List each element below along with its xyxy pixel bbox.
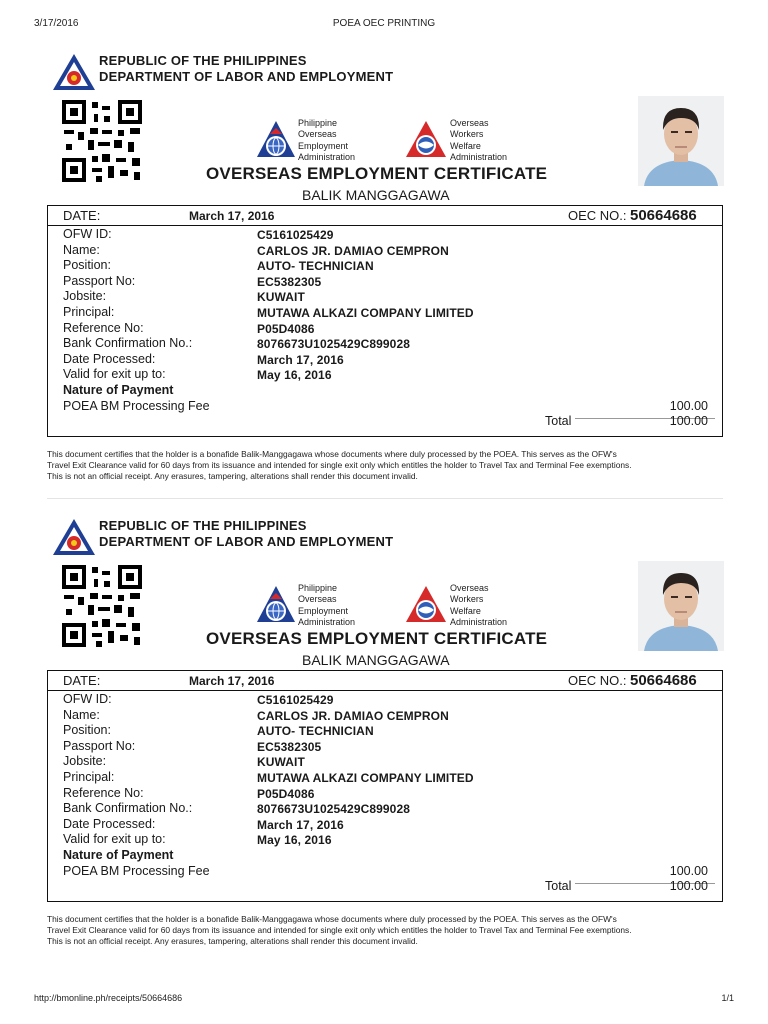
certificate-subtitle: BALIK MANGGAGAWA [302,652,450,668]
valid-until-value: May 16, 2016 [257,833,332,848]
fee-label: POEA BM Processing Fee [63,863,210,878]
department-heading: DEPARTMENT OF LABOR AND EMPLOYMENT [99,534,394,549]
person-icon [638,96,724,186]
disclaimer-text: This document certifies that the holder is a bonafide Balik-Manggagawa whose documents where duly processed by the POEA. This serves as the OFW's Travel Exit Clearance valid for 60 days from its issuance and intended for single exit only which entitles the holder to Travel Tax and Terminal Fee exemptions. This is not an official receipt. Any erasures, tampering, alterations shall render this document invalid. [47,914,632,947]
field-label: Valid for exit up to: [63,367,166,382]
print-header [0,18,768,32]
owwa-name: Overseas Workers Welfare Administration [450,118,508,162]
ofw-id-value: C5161025429 [257,228,334,242]
fee-amount: 100.00 [669,863,708,878]
field-label: Bank Confirmation No.: [63,336,193,351]
poea-name: Philippine Overseas Employment Administration [298,118,356,162]
field-label: Reference No: [63,320,144,335]
owwa-logo-icon [405,120,447,160]
republic-heading: REPUBLIC OF THE PHILIPPINES [99,518,307,533]
oec-label: OEC NO.: [568,673,627,688]
print-date: 3/17/2016 [34,18,79,29]
total-label: Total [545,879,572,893]
field-label: Jobsite: [63,754,107,769]
total-label: Total [545,414,572,428]
date-processed-value: March 17, 2016 [257,352,344,367]
principal-value: MUTAWA ALKAZI COMPANY LIMITED [257,306,474,320]
reference-value: P05D4086 [257,321,315,336]
certificate-copy-1 [0,48,768,508]
total-amount: 100.00 [669,414,708,428]
field-label: Passport No: [63,738,136,753]
person-icon [638,561,724,651]
total-amount: 100.00 [669,879,708,893]
oec-number: 50664686 [630,207,697,224]
field-label: Bank Confirmation No.: [63,801,193,816]
date-value: March 17, 2016 [189,674,275,688]
nature-of-payment-label: Nature of Payment [63,383,174,397]
field-label: Position: [63,258,111,273]
position-value: AUTO- TECHNICIAN [257,724,374,739]
holder-photo [638,561,724,651]
date-row [48,206,722,226]
fee-label: POEA BM Processing Fee [63,398,210,413]
jobsite-value: KUWAIT [257,290,305,305]
field-label: Date Processed: [63,351,156,366]
poea-logo-icon [256,585,296,625]
disclaimer-text: This document certifies that the holder is a bonafide Balik-Manggagawa whose documents where duly processed by the POEA. This serves as the OFW's Travel Exit Clearance valid for 60 days from its issuance and intended for single exit only which entitles the holder to Travel Tax and Terminal Fee exemptions. This is not an official receipt. Any erasures, tampering, alterations shall render this document invalid. [47,449,632,482]
date-value: March 17, 2016 [189,209,275,223]
oec-number: 50664686 [630,672,697,689]
poea-name: Philippine Overseas Employment Administration [298,583,356,627]
date-row [48,671,722,691]
certificate-title: OVERSEAS EMPLOYMENT CERTIFICATE [206,629,548,648]
qr-code-icon [62,100,142,182]
field-label: Reference No: [63,785,144,800]
field-label: OFW ID: [63,227,112,241]
field-label: Passport No: [63,273,136,288]
certificate-details-box [47,205,723,437]
field-label: Position: [63,723,111,738]
name-value: CARLOS JR. DAMIAO CEMPRON [257,708,449,723]
passport-value: EC5382305 [257,274,322,289]
reference-value: P05D4086 [257,786,315,801]
department-heading: DEPARTMENT OF LABOR AND EMPLOYMENT [99,69,394,84]
owwa-name: Overseas Workers Welfare Administration [450,583,508,627]
page-number: 1/1 [721,993,734,1003]
print-title: POEA OEC PRINTING [332,18,436,29]
republic-heading: REPUBLIC OF THE PHILIPPINES [99,53,307,68]
dole-logo-icon [52,52,96,92]
qr-code-icon [62,565,142,647]
owwa-logo-icon [405,585,447,625]
jobsite-value: KUWAIT [257,755,305,770]
field-label: Name: [63,242,100,257]
field-label: Valid for exit up to: [63,832,166,847]
field-label: Date Processed: [63,816,156,831]
section-divider [47,498,723,499]
field-label: OFW ID: [63,692,112,706]
passport-value: EC5382305 [257,739,322,754]
poea-logo-icon [256,120,296,160]
field-label: Jobsite: [63,289,107,304]
certificate-details-box [47,670,723,902]
nature-of-payment-label: Nature of Payment [63,848,174,862]
date-label: DATE: [63,673,101,688]
certificate-copy-2 [0,513,768,973]
receipt-url-link[interactable]: http://bmonline.ph/receipts/50664686 [34,993,183,1003]
bank-confirmation-value: 8076673U1025429C899028 [257,802,411,817]
ofw-id-value: C5161025429 [257,693,334,707]
certificate-title: OVERSEAS EMPLOYMENT CERTIFICATE [206,164,548,183]
field-label: Name: [63,707,100,722]
principal-value: MUTAWA ALKAZI COMPANY LIMITED [257,771,474,785]
field-label: Principal: [63,305,115,319]
position-value: AUTO- TECHNICIAN [257,259,374,274]
field-label: Principal: [63,770,115,784]
date-processed-value: March 17, 2016 [257,817,344,832]
certificate-subtitle: BALIK MANGGAGAWA [302,187,450,203]
valid-until-value: May 16, 2016 [257,368,332,383]
fee-amount: 100.00 [669,398,708,413]
oec-label: OEC NO.: [568,208,627,223]
bank-confirmation-value: 8076673U1025429C899028 [257,337,411,352]
holder-photo [638,96,724,186]
date-label: DATE: [63,208,101,223]
name-value: CARLOS JR. DAMIAO CEMPRON [257,243,449,258]
dole-logo-icon [52,517,96,557]
